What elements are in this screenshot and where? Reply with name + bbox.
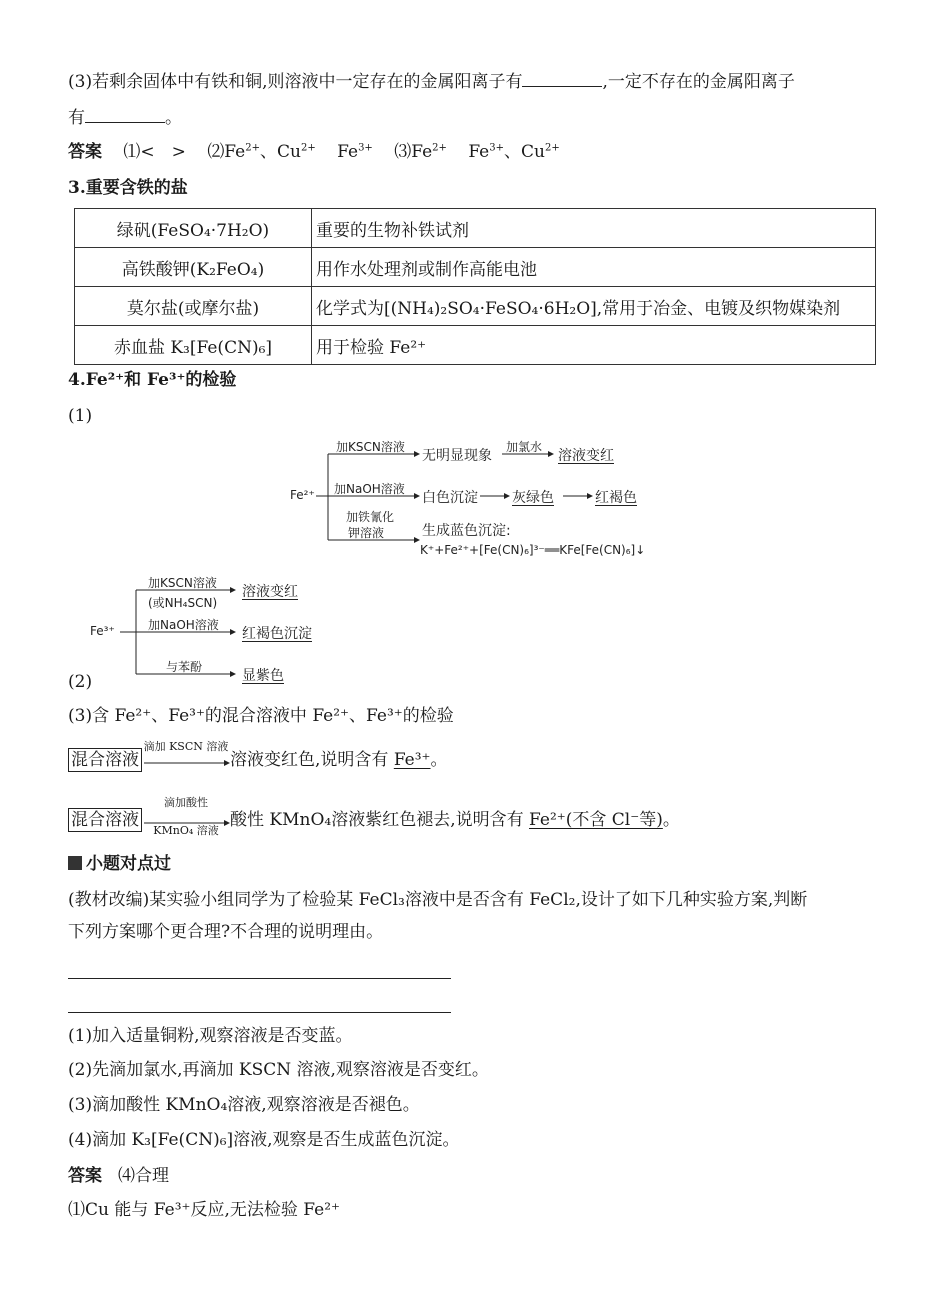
fe2-result-red-brown: 红褐色 [595, 490, 637, 506]
answer-blank-2[interactable] [85, 104, 165, 123]
fe2-reagent-naoh: 加NaOH溶液 [334, 482, 405, 496]
fe2-reagent-ferricyanide-l2: 钾溶液 [348, 526, 385, 540]
fe2-reagent-kscn: 加KSCN溶液 [336, 440, 405, 454]
option-3: (3)滴加酸性 KMnO₄溶液,观察溶液是否褪色。 [68, 1095, 420, 1115]
practice-stem-line2: 下列方案哪个更合理?不合理的说明理由。 [68, 922, 384, 942]
fe2-ion-answer: Fe²⁺(不含 Cl⁻等) [529, 810, 663, 830]
salt-use: 用于检验 Fe²⁺ [312, 326, 876, 365]
table-row [75, 248, 876, 287]
fe3-ion-label: Fe³⁺ [90, 624, 115, 638]
practice-answer: ⑷合理 [118, 1166, 169, 1186]
fe2-result-gray-green: 灰绿色 [512, 490, 554, 506]
section-4-title: 4.Fe²⁺和 Fe³⁺的检验 [68, 370, 237, 390]
salt-name: 莫尔盐(或摩尔盐) [75, 287, 312, 326]
fe3-result-red-brown-ppt: 红褐色沉淀 [242, 626, 312, 642]
practice-title-row [68, 852, 171, 876]
mixed-test-row-2: 混合溶液 滴加酸性 KMnO₄ 溶液 酸性 KMnO₄溶液紫红色褪去,说明含有 Fe²⁺(不含 Cl⁻等)。 [68, 806, 680, 834]
fe2-ion-label: Fe²⁺ [290, 488, 315, 502]
iron-salts-table [74, 208, 876, 365]
reaction-arrow: 滴加酸性 KMnO₄ 溶液 [142, 809, 230, 833]
fe3-result-red: 溶液变红 [242, 584, 298, 600]
salt-use: 化学式为[(NH₄)₂SO₄·FeSO₄·6H₂O],常用于冶金、电镀及织物媒染剂 [312, 287, 876, 326]
mixed-solution-box: 混合溶液 [68, 808, 142, 832]
mixed-test-row-1: 混合溶液 滴加 KSCN 溶液 溶液变红色,说明含有 Fe³⁺。 [68, 746, 448, 774]
salt-name: 赤血盐 K₃[Fe(CN)₆] [75, 326, 312, 365]
practice-stem-line1: (教材改编)某实验小组同学为了检验某 FeCl₃溶液中是否含有 FeCl₂,设计了如下几种实验方案,判断 [68, 890, 808, 910]
answer-line-1: 答案 ⑴< > $⑵Fe^{2+}$、$Cu^{2+}$ $Fe^{3+}$ $⑶Fe^{2+}$ $Fe^{3+}$、$Cu^{2+}$ [68, 142, 560, 162]
practice-reason: ⑴Cu 能与 Fe³⁺反应,无法检验 Fe²⁺ [68, 1200, 340, 1220]
fe2-result-no-change: 无明显现象 [422, 448, 492, 464]
fe3-reagent-kscn: 加KSCN溶液 [148, 576, 217, 590]
reaction-arrow: 滴加 KSCN 溶液 [142, 749, 230, 773]
answer-label: 答案 [68, 1166, 102, 1186]
fe3-result-purple: 显紫色 [242, 668, 284, 684]
question-3-line2: 有 。 [68, 104, 182, 130]
fe2-result-red: 溶液变红 [558, 448, 614, 464]
option-2: (2)先滴加氯水,再滴加 KSCN 溶液,观察溶液是否变红。 [68, 1060, 489, 1080]
sub-1-label: (1) [68, 406, 93, 426]
sub-2-label: (2) [68, 672, 93, 692]
mixed-solution-box: 混合溶液 [68, 748, 142, 772]
sub-3-title: (3)含 Fe²⁺、Fe³⁺的混合溶液中 Fe²⁺、Fe³⁺的检验 [68, 706, 454, 726]
fe3-test-diagram [90, 572, 340, 684]
salt-name: 高铁酸钾(K₂FeO₄) [75, 248, 312, 287]
fe2-result-blue-ppt: 生成蓝色沉淀: [422, 523, 511, 539]
fe2-test-diagram [290, 430, 670, 565]
question-3-line1: (3)若剩余固体中有铁和铜,则溶液中一定存在的金属阳离子有 ,一定不存在的金属阳离子 [68, 68, 795, 94]
section-3-title: 3.重要含铁的盐 [68, 178, 188, 198]
answer-rule-2[interactable] [68, 1012, 451, 1013]
table-row [75, 326, 876, 365]
fe3-reagent-phenol: 与苯酚 [166, 660, 203, 674]
fe3-reagent-nh4scn: (或NH₄SCN) [148, 596, 218, 610]
practice-answer-row [68, 1164, 169, 1188]
practice-title: 小题对点过 [86, 854, 171, 874]
fe2-reagent-ferricyanide-l1: 加铁氰化 [346, 510, 395, 524]
salt-name: 绿矾(FeSO₄·7H₂O) [75, 209, 312, 248]
table-row [75, 209, 876, 248]
salt-use: 重要的生物补铁试剂 [312, 209, 876, 248]
table-row [75, 287, 876, 326]
answer-label: 答案 [68, 142, 102, 162]
answer-blank-1[interactable] [522, 68, 602, 87]
fe2-reagent-chlorine: 加氯水 [506, 440, 543, 454]
fe2-equation: K⁺+Fe²⁺+[Fe(CN)₆]³⁻══KFe[Fe(CN)₆]↓ [420, 543, 646, 557]
section-marker-icon [68, 856, 82, 870]
answer-rule-1[interactable] [68, 978, 451, 979]
salt-use: 用作水处理剂或制作高能电池 [312, 248, 876, 287]
fe3-reagent-naoh: 加NaOH溶液 [148, 618, 219, 632]
option-1: (1)加入适量铜粉,观察溶液是否变蓝。 [68, 1026, 353, 1046]
option-4: (4)滴加 K₃[Fe(CN)₆]溶液,观察是否生成蓝色沉淀。 [68, 1130, 460, 1150]
fe2-result-white-ppt: 白色沉淀 [422, 490, 478, 506]
fe3-ion-answer: Fe³⁺ [393, 750, 431, 770]
